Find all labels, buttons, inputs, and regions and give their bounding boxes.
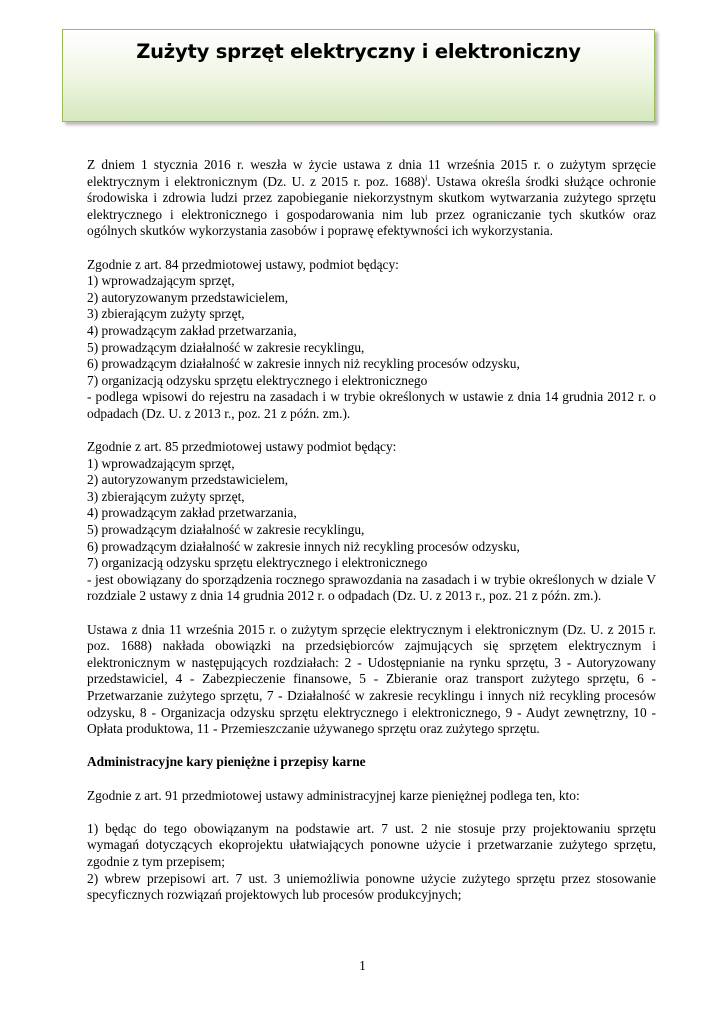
list-item: 6) prowadzącym działalność w zakresie innych niż recykling procesów odzysku, [87,356,520,372]
list-item: 2) autoryzowanym przedstawicielem, [87,289,289,305]
list-item: 1) będąc do tego obowiązanym na podstawie art. 7 ust. 2 nie stosuje przy projektowaniu sprzętu wymagań dotyczących ekoprojektu ułatwiających ponowne użycie i przetwarzanie zużytego sprzętu, zgodnie z tym przepisem; [87,820,656,869]
list-item: 3) zbierającym zużyty sprzęt, [87,306,245,322]
intro-text-before: Z dniem 1 stycznia 2016 r. weszła w życie ustawa z dnia 11 września 2015 r. o zużytym sprzęcie elektrycznym i elektronicznym (Dz. U. z 2015 r. poz. 1688) [87,157,656,189]
art84-list [87,273,656,389]
footnote-marker[interactable]: i [425,173,428,183]
art85-section [87,439,656,605]
list-item: 6) prowadzącym działalność w zakresie innych niż recykling procesów odzysku, [87,538,520,554]
list-item: 1) wprowadzającym sprzęt, [87,273,235,289]
art84-lead: Zgodnie z art. 84 przedmiotowej ustawy, podmiot będący: [87,256,399,272]
penalties-heading: Administracyjne kary pieniężne i przepisy karne [87,754,366,770]
list-item: 2) wbrew przepisowi art. 7 ust. 3 uniemożliwia ponowne użycie zużytego sprzętu przez stosowanie specyficznych rozwiązań projektowych lub procesów produkcyjnych; [87,870,656,903]
list-item: 4) prowadzącym zakład przetwarzania, [87,322,297,338]
penalties-section [87,788,656,904]
page-number: 1 [359,958,366,973]
list-item: 3) zbierającym zużyty sprzęt, [87,488,245,504]
document-body [87,157,656,904]
intro-text-after: . Ustawa określa środki służące ochronie środowiska i zdrowia ludzi przez zapobieganie niekorzystnym skutkom wytwarzania zużytego sprzętu elektrycznego i elektronicznego i gospodarowania nim lub przez ograniczanie tych skutków oraz ogólnych skutków wykorzystania zasobów i poprawę efektywności ich wykorzystania. [87,173,656,239]
list-item: 1) wprowadzającym sprzęt, [87,455,235,471]
list-item: 5) prowadzącym działalność w zakresie recyklingu, [87,522,365,538]
list-item: 2) autoryzowanym przedstawicielem, [87,472,289,488]
obligations-paragraph: Ustawa z dnia 11 września 2015 r. o zużytym sprzęcie elektrycznym i elektronicznym (Dz. U. z 2015 r. poz. 1688) nakłada obowiązki na przedsiębiorców zajmujących się sprzętem elektrycznym i elektronicznym w następujących rozdziałach: 2 - Udostępnianie na rynku sprzętu, 3 - Autoryzowany przedstawiciel, 4 - Zabezpieczenie finansowe, 5 - Zbieranie oraz transport zużytego sprzętu, 6 - Przetwarzanie zużytego sprzętu, 7 - Działalność w zakresie recyklingu i innych niż recykling procesów odzysku, 8 - Organizacja odzysku sprzętu elektrycznego i elektronicznego, 9 - Audyt zewnętrzny, 10 - Opłata produktowa, 11 - Przemieszczanie używanego sprzętu oraz zużytego sprzętu. [87,621,656,737]
list-item: 7) organizacją odzysku sprzętu elektrycznego i elektronicznego [87,372,428,388]
intro-paragraph [87,157,656,240]
art85-list [87,456,656,572]
title-box [62,29,655,122]
art85-closing: - jest obowiązany do sporządzenia rocznego sprawozdania na zasadach i w trybie określonych w dziale V rozdziale 2 ustawy z dnia 14 grudnia 2012 r. o odpadach (Dz. U. z 2013 r., poz. 21 z późn. zm.). [87,571,656,604]
list-item: 4) prowadzącym zakład przetwarzania, [87,505,297,521]
art84-section [87,257,656,423]
penalties-lead: Zgodnie z art. 91 przedmiotowej ustawy administracyjnej karze pieniężnej podlega ten, kto: [87,787,580,803]
page-title: Zużyty sprzęt elektryczny i elektroniczny [136,40,581,63]
list-item: 5) prowadzącym działalność w zakresie recyklingu, [87,339,365,355]
list-item: 7) organizacją odzysku sprzętu elektrycznego i elektronicznego [87,555,428,571]
art84-closing: - podlega wpisowi do rejestru na zasadach i w trybie określonych w ustawie z dnia 14 grudnia 2012 r. o odpadach (Dz. U. z 2013 r., poz. 21 z późn. zm.). [87,389,656,421]
art85-lead: Zgodnie z art. 85 przedmiotowej ustawy podmiot będący: [87,439,397,455]
